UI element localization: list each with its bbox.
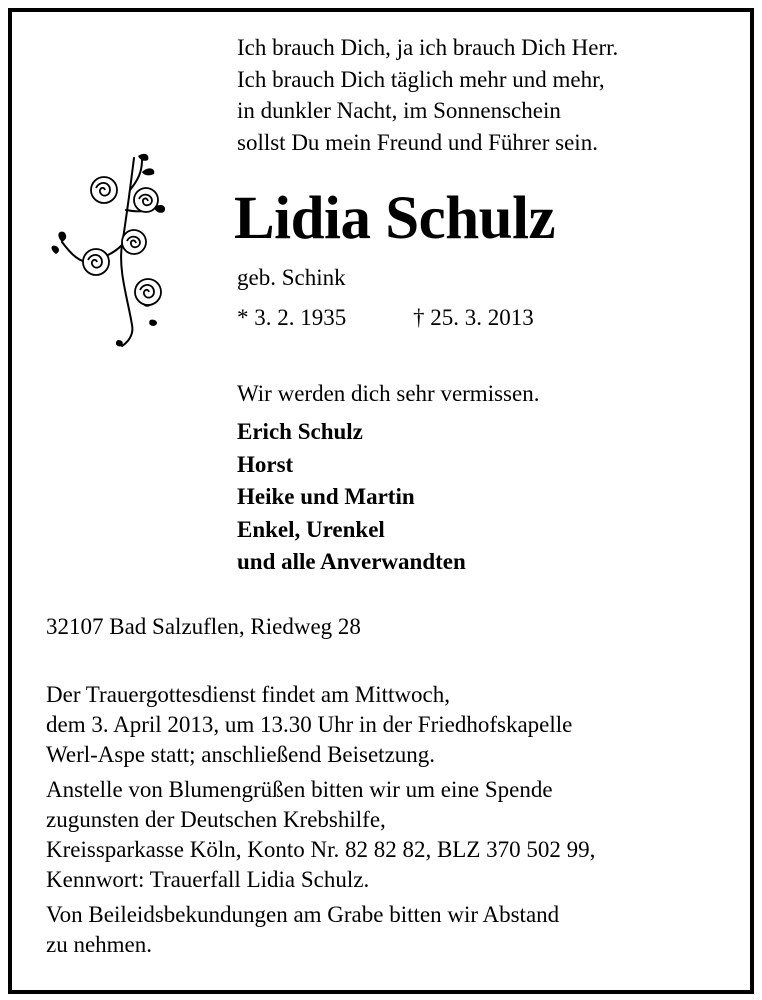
text-line: dem 3. April 2013, um 13.30 Uhr in der Friedhofskapelle (46, 712, 573, 737)
text-line: zu nehmen. (46, 932, 153, 957)
mourner: Horst (237, 451, 294, 477)
address: 32107 Bad Salzuflen, Riedweg 28 (46, 614, 361, 639)
mourner: Erich Schulz (237, 419, 363, 444)
deceased-name: Lidia Schulz (234, 185, 556, 252)
text-line: Von Beileidsbekundungen am Grabe bitten wir Abstand (46, 902, 560, 927)
mourner: Enkel, Urenkel (237, 516, 385, 542)
text-line: Werl-Aspe statt; anschließend Beisetzung. (46, 742, 436, 767)
mourner: Heike und Martin (237, 484, 415, 509)
rose-branch-icon (46, 150, 176, 350)
poem-line: sollst Du mein Freund und Führer sein. (237, 129, 598, 155)
text-line: Kreissparkasse Köln, Konto Nr. 82 82 82, BLZ 370 502 99, (46, 837, 596, 862)
birth-date: * 3. 2. 1935 (237, 305, 347, 330)
text-line: zugunsten der Deutschen Krebshilfe, (46, 807, 386, 832)
service-information (46, 680, 736, 965)
poem-line: Ich brauch Dich, ja ich brauch Dich Herr. (237, 35, 619, 60)
donation-paragraph (46, 775, 736, 895)
condolence-paragraph (46, 900, 736, 960)
death-date: † 25. 3. 2013 (413, 305, 534, 330)
poem-line: in dunkler Nacht, im Sonnenschein (237, 98, 561, 123)
mourners-list (237, 416, 466, 579)
text-line: Anstelle von Blumengrüßen bitten wir um eine Spende (46, 777, 553, 802)
text-line: Kennwort: Trauerfall Lidia Schulz. (46, 867, 370, 892)
poem-line: Ich brauch Dich täglich mehr und mehr, (237, 66, 605, 92)
poem (237, 32, 618, 158)
farewell-line: Wir werden dich sehr vermissen. (237, 381, 540, 406)
life-dates (237, 305, 534, 331)
mourner: und alle Anverwandten (237, 549, 466, 574)
birth-name: geb. Schink (237, 265, 346, 290)
text-line: Der Trauergottesdienst findet am Mittwoch, (46, 682, 450, 707)
funeral-service-paragraph (46, 680, 736, 770)
